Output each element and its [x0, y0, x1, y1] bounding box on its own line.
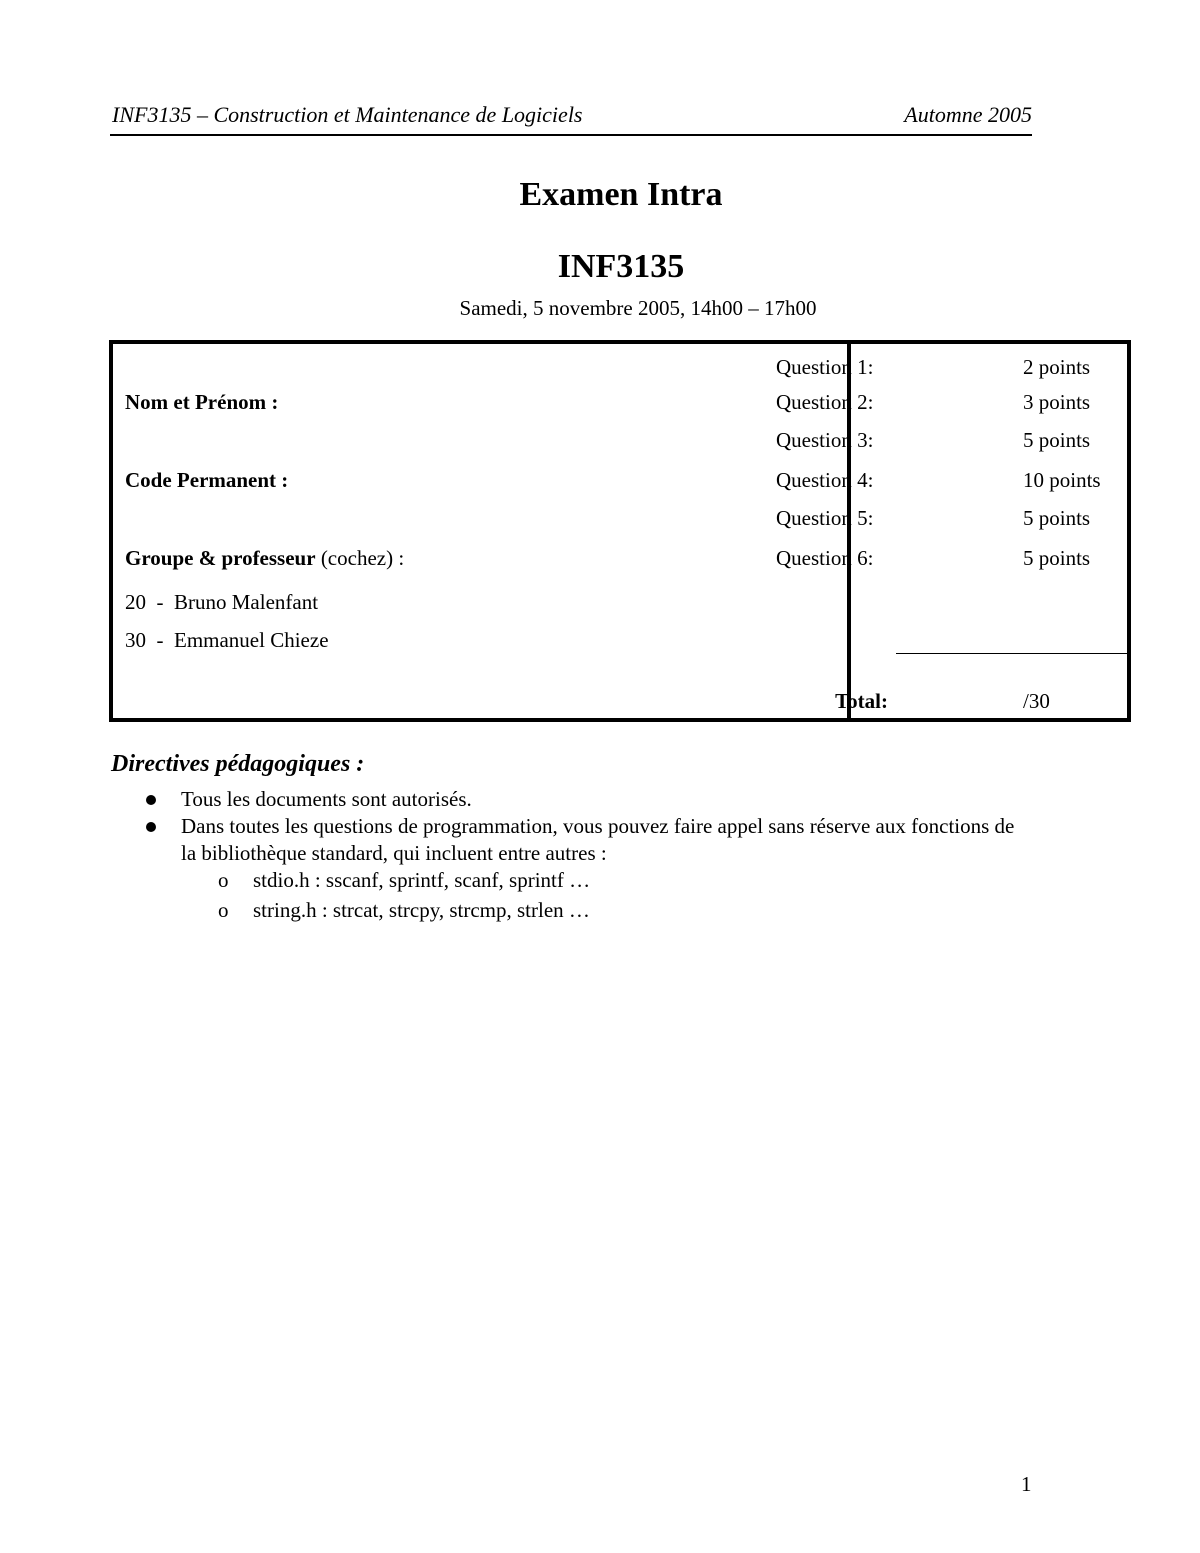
course-title: INF3135 – Construction et Maintenance de Logiciels [112, 102, 583, 127]
exam-date: Samedi, 5 novembre 2005, 14h00 – 17h00 [459, 296, 817, 320]
sub-bullet-icon: o [218, 868, 229, 892]
question-label: Question 5: [776, 506, 874, 530]
question-points: 2 points [1023, 355, 1091, 379]
question-points: 3 points [1023, 390, 1091, 414]
question-label: Question 4: [776, 468, 874, 492]
sub-bullet-icon: o [218, 898, 229, 922]
question-points: 5 points [1023, 546, 1091, 570]
sum-line [896, 653, 1131, 654]
bullet-icon [146, 795, 156, 805]
question-label: Question 2: [776, 390, 874, 414]
question-label: Question 1: [776, 355, 874, 379]
total-value: /30 [1023, 689, 1050, 713]
group-label [125, 546, 404, 571]
code-label: Code Permanent : [125, 468, 289, 492]
group-option[interactable]: 30 - Emmanuel Chieze [125, 628, 329, 652]
cover-table [109, 340, 1131, 722]
group-label-bold: Groupe & professeur [125, 546, 316, 570]
page-header [110, 100, 1032, 136]
question-label: Question 6: [776, 546, 874, 570]
group-label-rest: (cochez) : [315, 546, 405, 570]
directives-title: Directives pédagogiques : [111, 751, 365, 777]
question-label: Question 3: [776, 428, 874, 452]
total-label: Total: [835, 689, 888, 713]
sub-item: string.h : strcat, strcpy, strcmp, strlen … [253, 898, 590, 922]
question-points: 5 points [1023, 428, 1091, 452]
group-option[interactable]: 20 - Bruno Malenfant [125, 590, 319, 614]
page-number: 1 [1021, 1472, 1032, 1496]
directive-item: Tous les documents sont autorisés. [181, 787, 472, 811]
name-label: Nom et Prénom : [125, 390, 279, 414]
question-points: 5 points [1023, 506, 1091, 530]
question-points: 10 points [1023, 468, 1101, 492]
course-code: INF3135 [557, 248, 685, 285]
exam-title: Examen Intra [519, 176, 723, 213]
bullet-icon [146, 822, 156, 832]
sub-item: stdio.h : sscanf, sprintf, scanf, sprintf … [253, 868, 591, 892]
directive-item: Dans toutes les questions de programmation, vous pouvez faire appel sans réserve aux fonctions de [181, 814, 1015, 838]
directive-item-continuation: la bibliothèque standard, qui incluent entre autres : [181, 841, 607, 865]
term: Automne 2005 [904, 102, 1032, 127]
